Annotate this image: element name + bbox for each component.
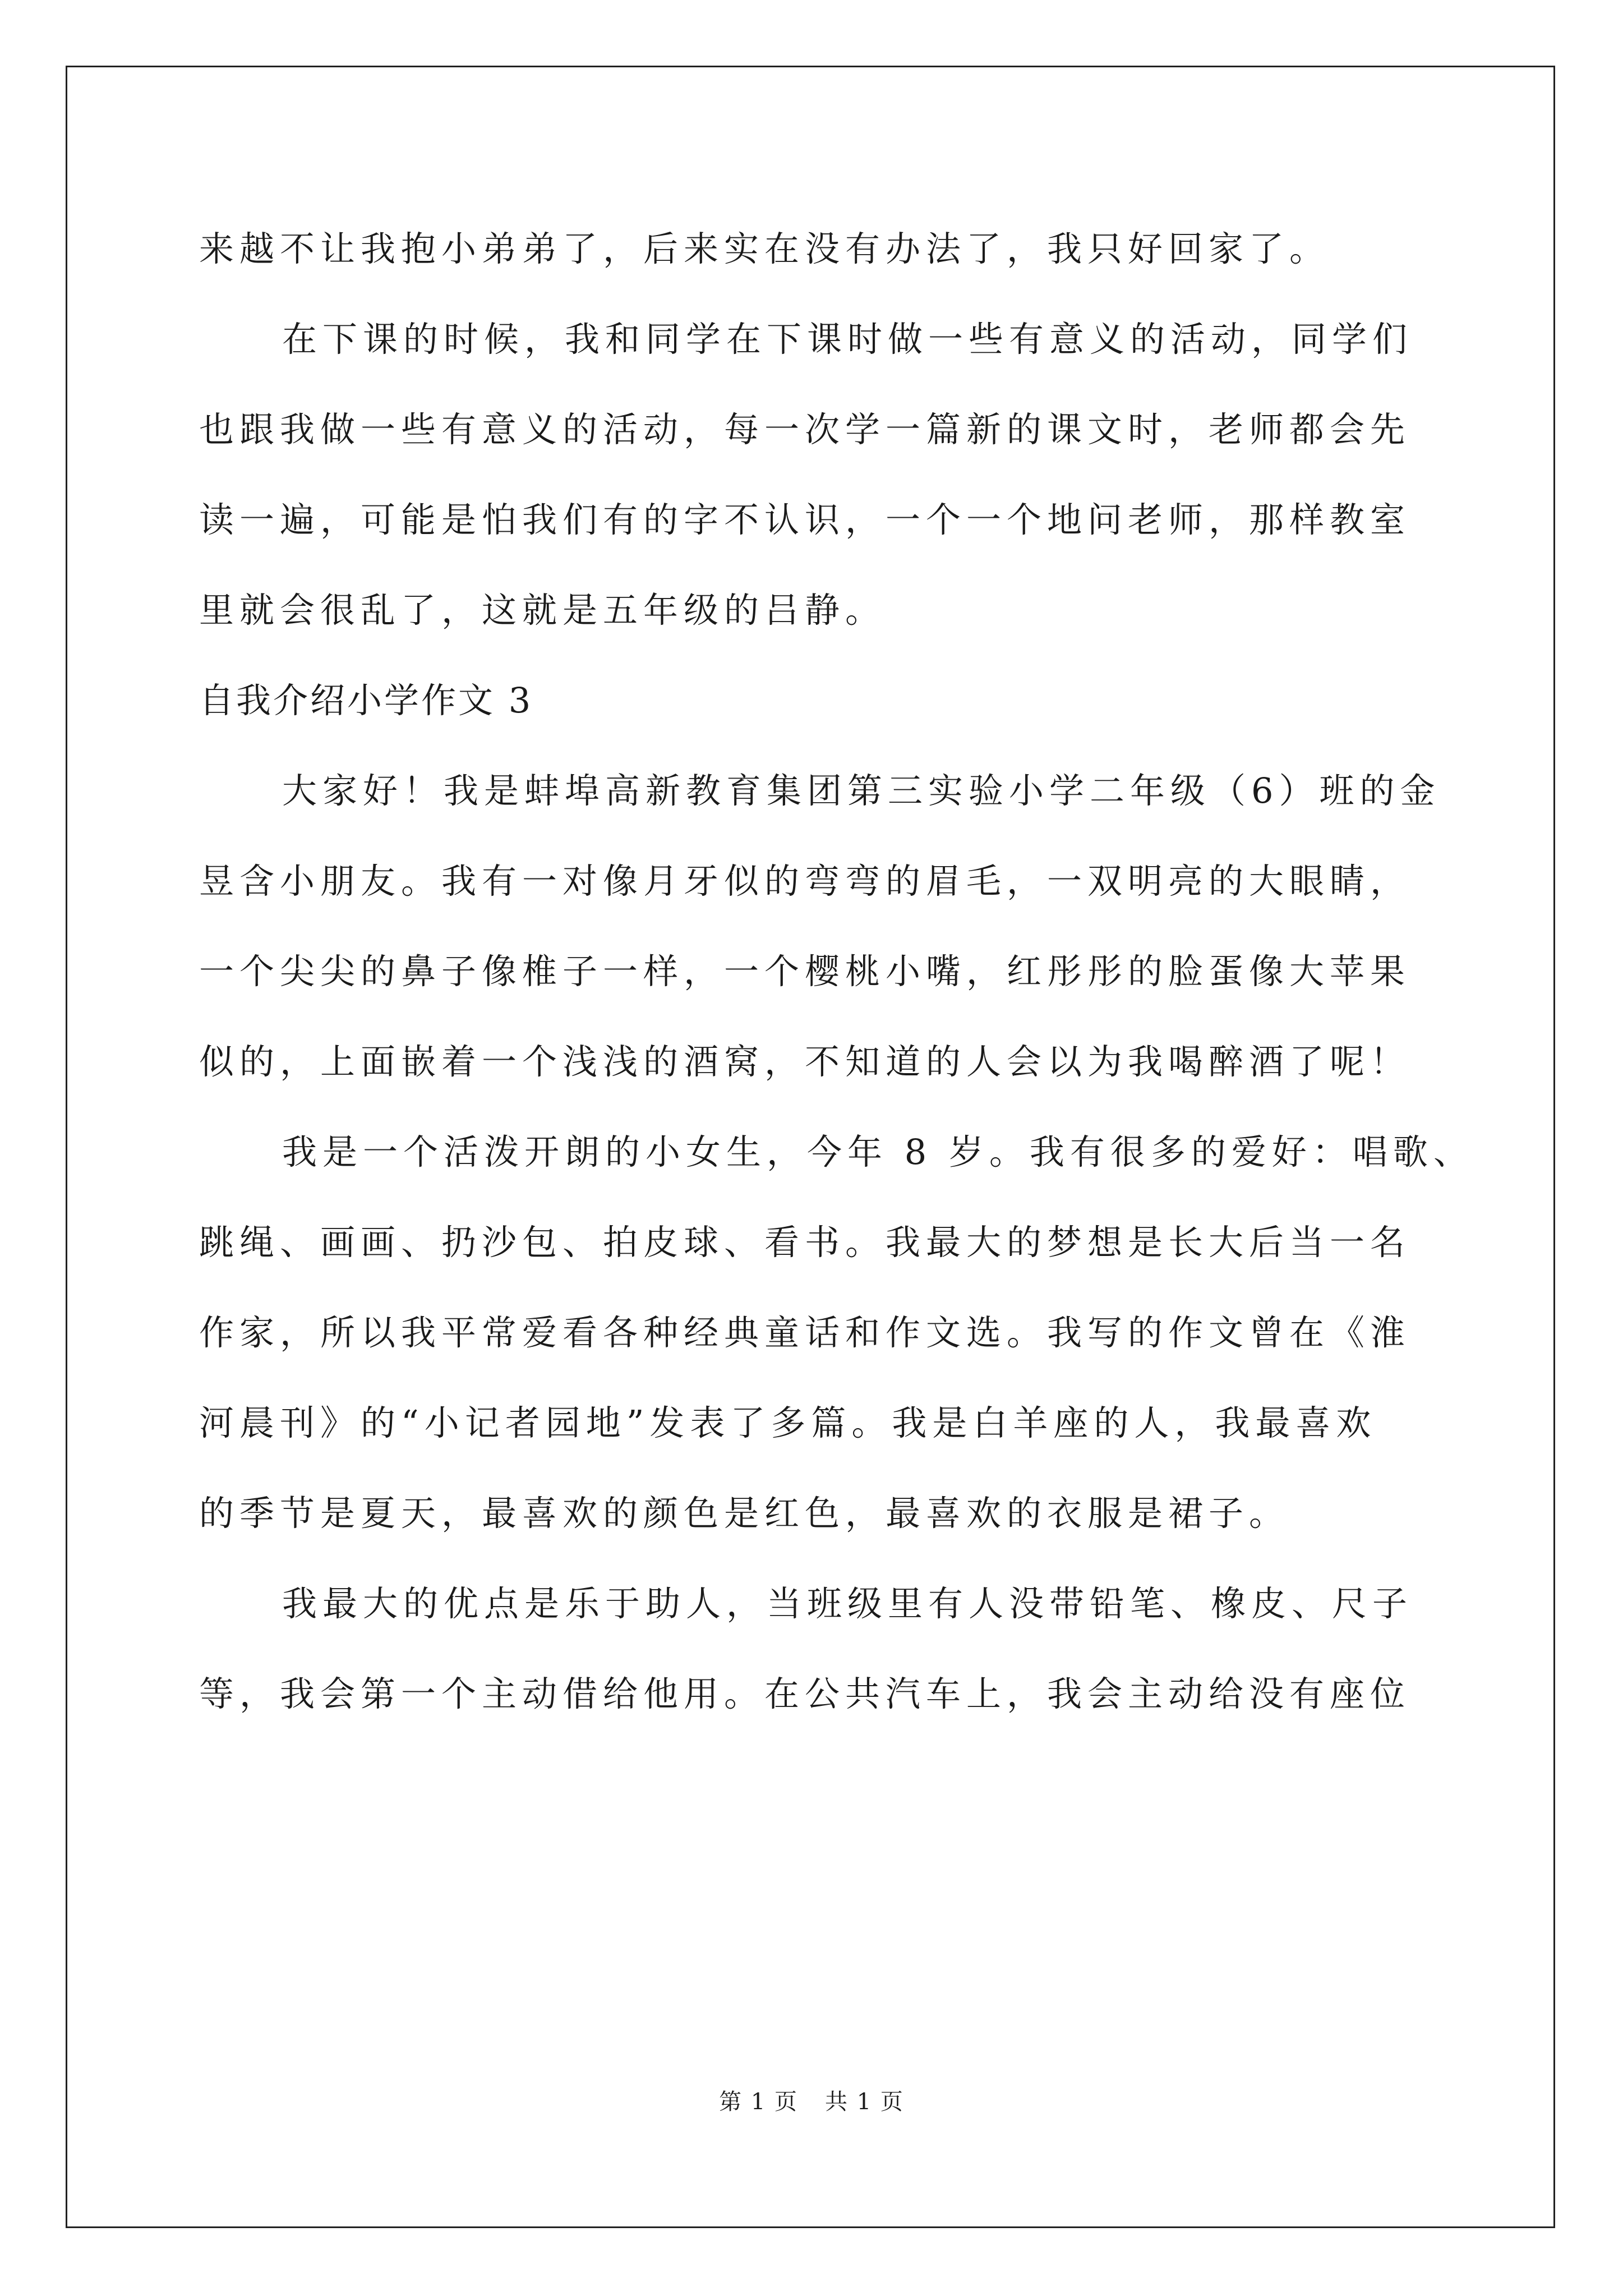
section-heading: 自我介绍小学作文 3 xyxy=(199,680,533,721)
body-line-3: 也跟我做一些有意义的活动，每一次学一篇新的课文时，老师都会先 xyxy=(199,409,1411,450)
page-number-current: 第 1 页 xyxy=(719,2089,798,2115)
body-line-14: 河晨刊》的“小记者园地”发表了多篇。我是白羊座的人，我最喜欢 xyxy=(199,1402,1377,1443)
document-body xyxy=(199,204,1474,1739)
body-line-9: 一个尖尖的鼻子像椎子一样，一个樱桃小嘴，红彤彤的脸蛋像大苹果 xyxy=(199,951,1411,992)
page-number-total: 共 1 页 xyxy=(825,2089,904,2115)
body-line-11: 我是一个活泼开朗的小女生，今年 8 岁。我有很多的爱好：唱歌、 xyxy=(282,1131,1474,1172)
body-line-8: 昱含小朋友。我有一对像月牙似的弯弯的眉毛，一双明亮的大眼睛， xyxy=(199,861,1411,901)
body-line-13: 作家，所以我平常爱看各种经典童话和作文选。我写的作文曾在《淮 xyxy=(199,1312,1411,1353)
body-line-15: 的季节是夏天，最喜欢的颜色是红色，最喜欢的衣服是裙子。 xyxy=(199,1493,1290,1534)
body-line-17: 等，我会第一个主动借给他用。在公共汽车上，我会主动给没有座位 xyxy=(199,1673,1411,1714)
body-line-4: 读一遍，可能是怕我们有的字不认识，一个一个地问老师，那样教室 xyxy=(199,499,1411,540)
body-line-16: 我最大的优点是乐于助人，当班级里有人没带铅笔、橡皮、尺子 xyxy=(282,1583,1413,1624)
page-footer xyxy=(0,2084,1623,2116)
body-line-12: 跳绳、画画、扔沙包、拍皮球、看书。我最大的梦想是长大后当一名 xyxy=(199,1222,1411,1263)
body-line-10: 似的，上面嵌着一个浅浅的酒窝，不知道的人会以为我喝醉酒了呢！ xyxy=(199,1041,1411,1082)
body-line-1: 来越不让我抱小弟弟了，后来实在没有办法了，我只好回家了。 xyxy=(199,228,1330,269)
body-line-2: 在下课的时候，我和同学在下课时做一些有意义的活动，同学们 xyxy=(282,319,1413,360)
body-line-5: 里就会很乱了，这就是五年级的吕静。 xyxy=(199,590,886,631)
body-line-7: 大家好！我是蚌埠高新教育集团第三实验小学二年级（6）班的金 xyxy=(282,770,1441,811)
